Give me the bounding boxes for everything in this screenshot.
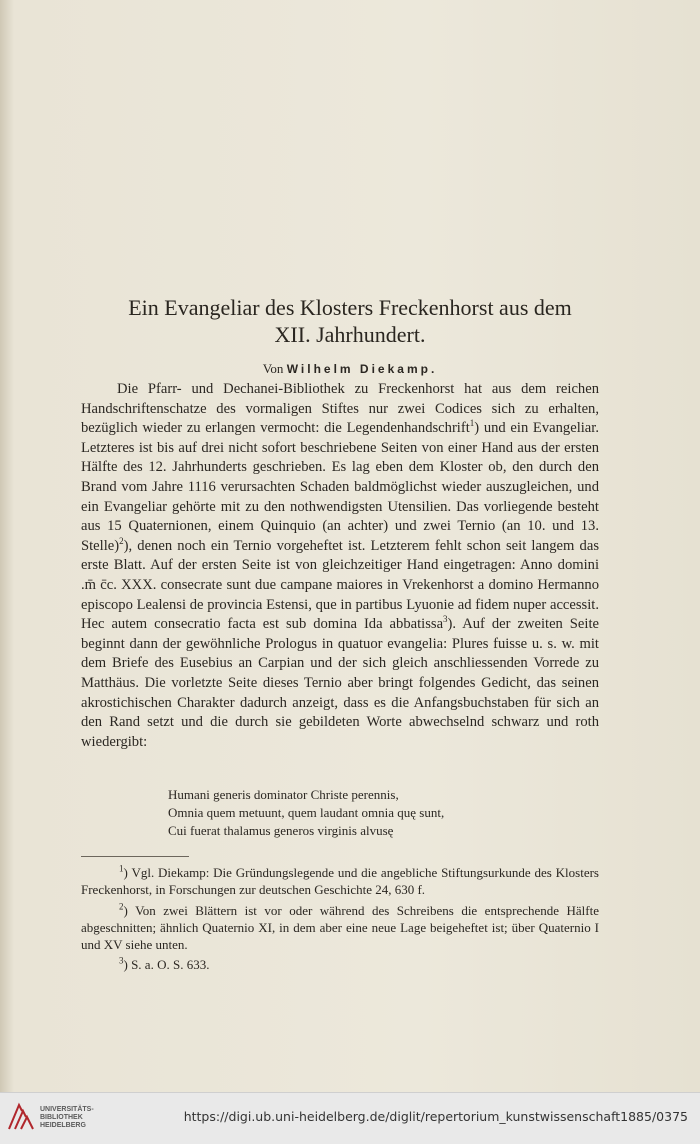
body-paragraph xyxy=(81,380,599,752)
permalink-url[interactable]: https://digi.ub.uni-heidelberg.de/diglit/repertorium_kunstwissenschaft1885/0375 xyxy=(183,1109,688,1124)
heidelberg-library-logo-icon[interactable] xyxy=(6,1101,36,1133)
footnote-mark-3: 3 xyxy=(119,955,124,966)
byline xyxy=(60,361,640,377)
title-line-2: XII. Jahrhundert. xyxy=(274,322,426,347)
footnote-1 xyxy=(81,864,599,898)
poem-line-3: Cui fuerat thalamus generos virginis alvusę xyxy=(168,823,394,838)
byline-prefix: Von xyxy=(262,361,284,376)
poem-line-1: Humani generis dominator Christe perennis, xyxy=(168,787,399,802)
footnote-mark-2: 2 xyxy=(119,901,124,912)
footnote-ref-2: 2 xyxy=(119,535,124,546)
library-name-line-3: HEIDELBERG xyxy=(40,1122,86,1129)
paragraph-text-1: Die Pfarr- und Dechanei-Bibliothek zu Freckenhorst hat aus dem reichen Handschriftenschatze des vormaligen Stiftes nur zwei Codices sich zu erhalten, bezüglich wieder zu erlangen vermocht: die Legendenhandschrift xyxy=(81,381,599,437)
library-name xyxy=(40,1106,94,1130)
viewer-footer xyxy=(0,1092,700,1144)
footnote-2 xyxy=(81,902,599,953)
poem-line-2: Omnia quem metuunt, quem laudant omnia quę sunt, xyxy=(168,805,445,820)
paragraph-text-3: ), denen noch ein Ternio vorgeheftet ist. Letzterem fehlt schon seit langem das erste Blatt. Auf der ersten Seite ist von gleichzeitiger Hand eingetragen: Anno domini .m̄ c̄c. XXX. consecrate sunt due campane maiores in Vrekenhorst a domino Hermanno episcopo Lealensi de provincia Estensi, que in partibus Lyuonie ad fidem nuper accessit. Hec autem consecratio facta est sub domina Ida abbatissa xyxy=(81,537,599,633)
footnote-text-1: ) Vgl. Diekamp: Die Gründungslegende und die angebliche Stiftungsurkunde des Klosters Freckenhorst, in Forschungen zur deutschen Geschichte 24, 630 f. xyxy=(81,865,599,897)
footnote-ref-3: 3 xyxy=(443,614,448,625)
footnote-mark-1: 1 xyxy=(119,863,124,874)
footnote-text-2: ) Von zwei Blättern ist vor oder während des Schreibens die entsprechende Hälfte abgeschnitten; ähnlich Quaternio XI, in dem aber eine neue Lage beigeheftet ist; über Quaternio I und XV siehe unten. xyxy=(81,903,599,952)
author-name: Wilhelm Diekamp. xyxy=(286,362,438,376)
paragraph-text-4: ). Auf der zweiten Seite beginnt dann der gewöhnliche Prologus in quatuor evangelia: Plures fuisse u. s. w. mit dem Briefe des Eusebius an Carpian und der sich gleich anschliessenden Vorrede zu Matthäus. Die vorletzte Seite dieses Ternio aber bringt folgendes Gedicht, das seinen akrostichischen Charakter dadurch anzeigt, dass es die Anfangsbuchstaben für sich an den Rand setzt und die durch sie gebildeten Worte abwechselnd schwarz und roth wiedergibt: xyxy=(81,616,599,750)
footnote-3 xyxy=(81,956,599,973)
article-title xyxy=(60,294,640,348)
poem xyxy=(168,786,588,840)
title-line-1: Ein Evangeliar des Klosters Freckenhorst aus dem xyxy=(128,295,572,320)
library-name-line-1: UNIVERSITÄTS- xyxy=(40,1106,94,1113)
paragraph-text-2: ) und ein Evangeliar. Letzteres ist bis auf drei nicht sofort beschriebene Seiten von einer Hand aus der ersten Hälfte des 12. Jahrhunderts geschrieben. Es lag eben dem Kloster ob, den durch den Brand vom Jahre 1116 verursachten Schaden baldmöglichst wieder auszugleichen, und ein Evangeliar gehörte mit zu den nothwendigsten Utensilien. Das vorliegende besteht aus 15 Quaternionen, einem Quinquio (an achter) und zwei Ternio (an 10. und 13. Stelle) xyxy=(81,420,599,554)
library-name-line-2: BIBLIOTHEK xyxy=(40,1114,83,1121)
footnote-ref-1: 1 xyxy=(469,418,475,429)
footnote-text-3: ) S. a. O. S. 633. xyxy=(123,957,210,972)
footnote-divider xyxy=(81,856,189,857)
